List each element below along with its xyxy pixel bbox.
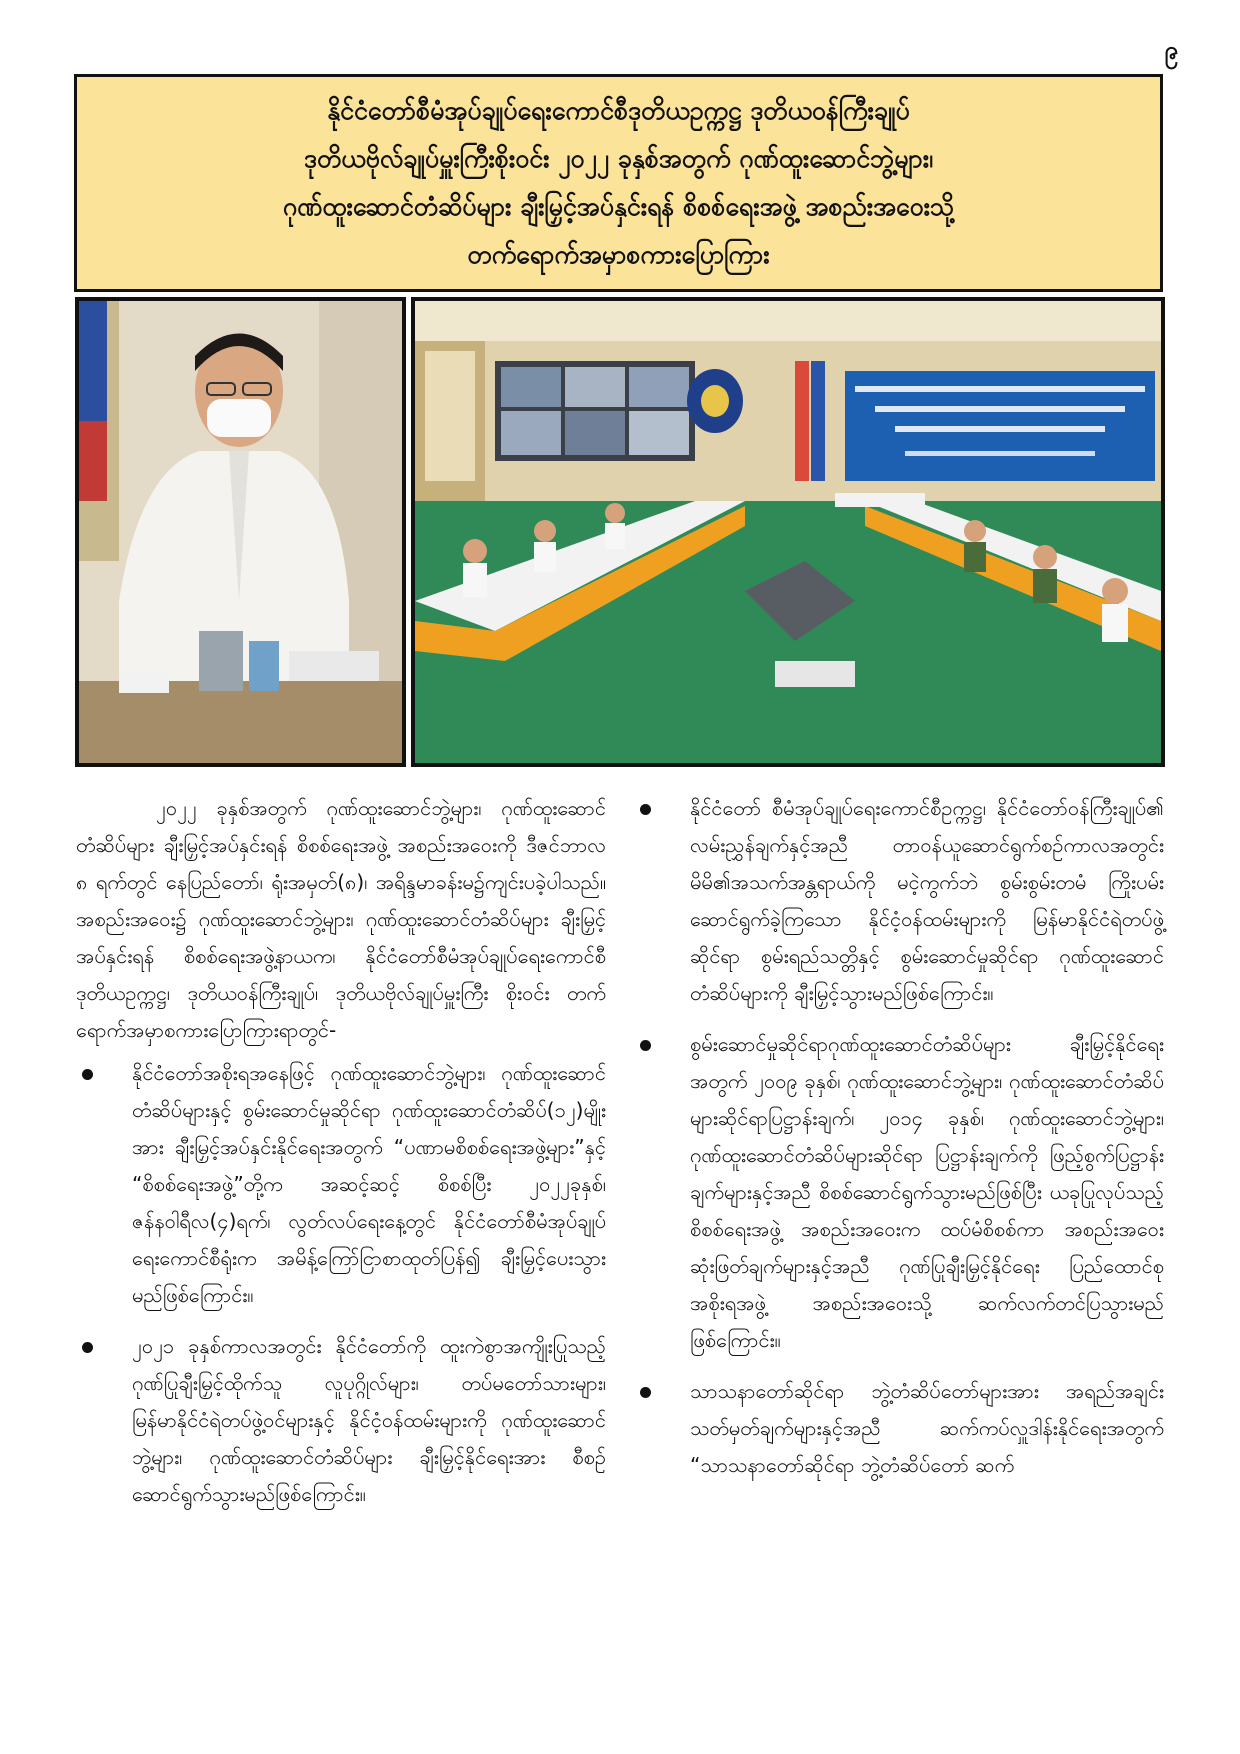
list-item	[76, 1328, 606, 1513]
headline-line-2: ဒုတိယဗိုလ်ချုပ်မှူးကြီးစိုးဝင်း ၂၀၂၂ ခုနှစ်အတွက် ဂုဏ်ထူးဆောင်ဘွဲ့များ၊	[303, 144, 934, 173]
headline-line-4: တက်ရောက်အမှာစကားပြောကြား	[467, 240, 770, 269]
right-bullet-list	[634, 790, 1164, 1484]
page-number: ၉	[1164, 36, 1178, 64]
list-item	[634, 1026, 1164, 1359]
headline-line-3: ဂုဏ်ထူးဆောင်တံဆိပ်များ ချီးမြှင့်အပ်နှင်းရန် စိစစ်ရေးအဖွဲ့ အစည်းအဝေးသို့	[282, 192, 955, 221]
speaker-photo	[75, 297, 406, 767]
left-bullet-list	[76, 1055, 606, 1513]
right-column	[634, 790, 1164, 1498]
list-item-text: နိုင်ငံတော် စီမံအုပ်ချုပ်ရေးကောင်စီဥက္ကဋ္ဌ၊ နိုင်ငံတော်ဝန်ကြီးချုပ်၏ လမ်းညွှန်ချက်နှင့်အညီ တာဝန်ယူဆောင်ရွက်စဉ်ကာလအတွင်း မိမိ၏အသက်အန္တရာယ်ကို မငဲ့ကွက်ဘဲ စွမ်းစွမ်းတမံ ကြိုးပမ်းဆောင်ရွက်ခဲ့ကြသော နိုင်ငံ့ဝန်ထမ်းများကို မြန်မာနိုင်ငံရဲတပ်ဖွဲ့ဆိုင်ရာ စွမ်းရည်သတ္တိနှင့် စွမ်းဆောင်မှုဆိုင်ရာ ဂုဏ်ထူးဆောင်တံဆိပ်များကို ချီးမြှင့်သွားမည်ဖြစ်ကြောင်း။	[690, 796, 1164, 1005]
list-item	[634, 790, 1164, 1012]
bullet-icon	[82, 1342, 93, 1353]
list-item	[76, 1055, 606, 1314]
list-item-text: သာသနာတော်ဆိုင်ရာ ဘွဲ့တံဆိပ်တော်များအား အရည်အချင်းသတ်မှတ်ချက်များနှင့်အညီ ဆက်ကပ်လှူဒါန်းနိုင်ရေးအတွက် “သာသနာတော်ဆိုင်ရာ ဘွဲ့တံဆိပ်တော် ဆက်	[690, 1379, 1164, 1477]
speaker-photo-illustration	[79, 301, 402, 763]
list-item-text: ၂၀၂၁ ခုနှစ်ကာလအတွင်း နိုင်ငံတော်ကို ထူးကဲစွာအကျိုးပြုသည့် ဂုဏ်ပြုချီးမြှင့်ထိုက်သူ လူပုဂ္ဂိုလ်များ၊ တပ်မတော်သားများ၊ မြန်မာနိုင်ငံရဲတပ်ဖွဲ့ဝင်များနှင့် နိုင်ငံ့ဝန်ထမ်းများကို ဂုဏ်ထူးဆောင်ဘွဲ့များ၊ ဂုဏ်ထူးဆောင်တံဆိပ်များ ချီးမြှင့်နိုင်ရေးအား စီစဉ်ဆောင်ရွက်သွားမည်ဖြစ်ကြောင်း။	[132, 1334, 606, 1506]
meeting-hall-illustration	[415, 301, 1161, 763]
bullet-icon	[640, 804, 651, 815]
list-item	[634, 1373, 1164, 1484]
left-column	[76, 790, 606, 1527]
list-item-text: နိုင်ငံတော်အစိုးရအနေဖြင့် ဂုဏ်ထူးဆောင်ဘွဲ့များ၊ ဂုဏ်ထူးဆောင်တံဆိပ်များနှင့် စွမ်းဆောင်မှုဆိုင်ရာ ဂုဏ်ထူးဆောင်တံဆိပ်(၁၂)မျိုးအား ချီးမြှင့်အပ်နှင်းနိုင်ရေးအတွက် “ပဏာမစိစစ်ရေးအဖွဲ့များ”နှင့် “စိစစ်ရေးအဖွဲ့”တို့က အဆင့်ဆင့် စိစစ်ပြီး ၂၀၂၂ခုနှစ်၊ ဇန်နဝါရီလ(၄)ရက်၊ လွတ်လပ်ရေးနေ့တွင် နိုင်ငံတော်စီမံအုပ်ချုပ်ရေးကောင်စီရုံးက အမိန့်ကြော်ငြာစာထုတ်ပြန်၍ ချီးမြှင့်ပေးသွားမည်ဖြစ်ကြောင်း။	[132, 1061, 606, 1307]
list-item-text: စွမ်းဆောင်မှုဆိုင်ရာဂုဏ်ထူးဆောင်တံဆိပ်များ ချီးမြှင့်နိုင်ရေးအတွက် ၂၀၀၉ ခုနှစ်၊ ဂုဏ်ထူးဆောင်ဘွဲ့များ၊ ဂုဏ်ထူးဆောင်တံဆိပ်များဆိုင်ရာပြဋ္ဌာန်းချက်၊ ၂၀၁၄ ခုနှစ်၊ ဂုဏ်ထူးဆောင်ဘွဲ့များ၊ ဂုဏ်ထူးဆောင်တံဆိပ်များဆိုင်ရာ ပြဋ္ဌာန်းချက်ကို ဖြည့်စွက်ပြဋ္ဌာန်းချက်များနှင့်အညီ စိစစ်ဆောင်ရွက်သွားမည်ဖြစ်ပြီး ယခုပြုလုပ်သည့် စိစစ်ရေးအဖွဲ့ အစည်းအဝေးက ထပ်မံစိစစ်ကာ အစည်းအဝေးဆုံးဖြတ်ချက်များနှင့်အညီ ဂုဏ်ပြုချီးမြှင့်နိုင်ရေး ပြည်ထောင်စုအစိုးရအဖွဲ့ အစည်းအဝေးသို့ ဆက်လက်တင်ပြသွားမည်ဖြစ်ကြောင်း။	[690, 1032, 1164, 1352]
bullet-icon	[640, 1387, 651, 1398]
bullet-icon	[640, 1040, 651, 1051]
headline-line-1: နိုင်ငံတော်စီမံအုပ်ချုပ်ရေးကောင်စီဒုတိယဥက္ကဋ္ဌ ဒုတိယဝန်ကြီးချုပ်	[327, 96, 910, 125]
headline-box	[74, 74, 1163, 292]
meeting-hall-photo	[411, 297, 1165, 767]
bullet-icon	[82, 1069, 93, 1080]
intro-paragraph: ၂၀၂၂ ခုနှစ်အတွက် ဂုဏ်ထူးဆောင်ဘွဲ့များ၊ ဂုဏ်ထူးဆောင်တံဆိပ်များ ချီးမြှင့်အပ်နှင်းရန် စိစစ်ရေးအဖွဲ့ အစည်းအဝေးကို ဒီဇင်ဘာလ ၈ ရက်တွင် နေပြည်တော်၊ ရုံးအမှတ်(၈)၊ အရိန္ဒမာခန်းမ၌ကျင်းပခဲ့ပါသည်။ အစည်းအဝေး၌ ဂုဏ်ထူးဆောင်ဘွဲ့များ၊ ဂုဏ်ထူးဆောင်တံဆိပ်များ ချီးမြှင့်အပ်နှင်းရန် စိစစ်ရေးအဖွဲ့နာယက၊ နိုင်ငံတော်စီမံအုပ်ချုပ်ရေးကောင်စီ ဒုတိယဥက္ကဋ္ဌ၊ ဒုတိယဝန်ကြီးချုပ်၊ ဒုတိယဗိုလ်ချုပ်မှူးကြီး စိုးဝင်း တက်ရောက်အမှာစကားပြောကြားရာတွင်-	[76, 796, 606, 1042]
